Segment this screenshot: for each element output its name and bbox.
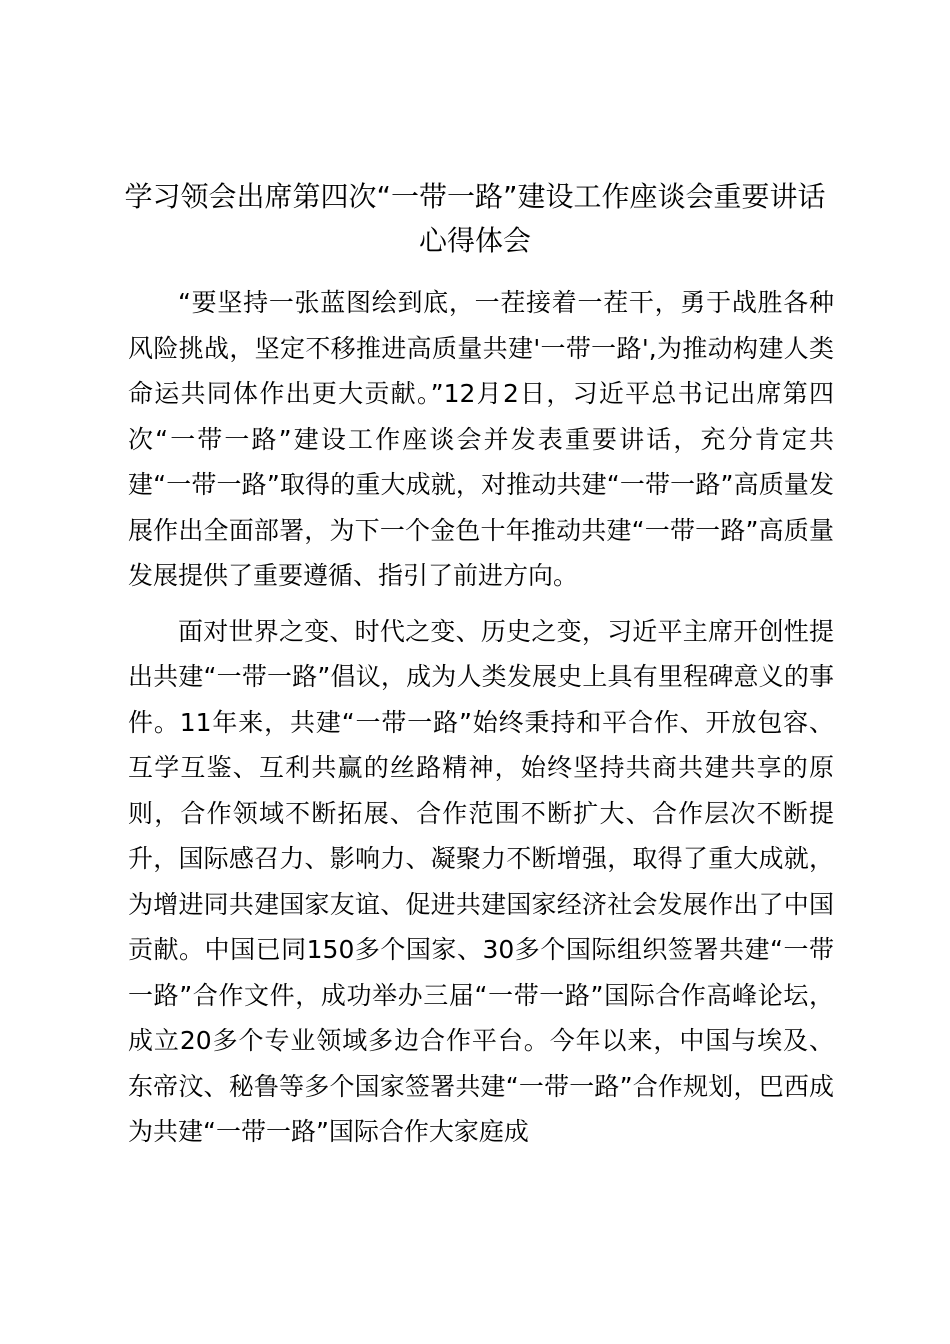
- paragraph-1: “要坚持一张蓝图绘到底，一茬接着一茬干，勇于战胜各种风险挑战，坚定不移推进高质量共建'一带一路',为推动构建人类命运共同体作出更大贡献。”12月2日，习近平总书记出席第四次“一带一路”建设工作座谈会并发表重要讲话，充分肯定共建“一带一路”取得的重大成就，对推动共建“一带一路”高质量发展作出全面部署，为下一个金色十年推动共建“一带一路”高质量发展提供了重要遵循、指引了前进方向。: [128, 288, 834, 590]
- document-title: 学习领会出席第四次“一带一路”建设工作座谈会重要讲话心得体会: [124, 180, 826, 257]
- document-body: [128, 280, 834, 1165]
- paragraph-2: 面对世界之变、时代之变、历史之变，习近平主席开创性提出共建“一带一路”倡议，成为人类发展史上具有里程碑意义的事件。11年来，共建“一带一路”始终秉持和平合作、开放包容、互学互鉴、互利共赢的丝路精神，始终坚持共商共建共享的原则，合作领域不断拓展、合作范围不断扩大、合作层次不断提升，国际感召力、影响力、凝聚力不断增强，取得了重大成就，为增进同共建国家友谊、促进共建国家经济社会发展作出了中国贡献。中国已同150多个国家、30多个国际组织签署共建“一带一路”合作文件，成功举办三届“一带一路”国际合作高峰论坛，成立20多个专业领域多边合作平台。今年以来，中国与埃及、东帝汶、秘鲁等多个国家签署共建“一带一路”合作规划，巴西成为共建“一带一路”国际合作大家庭成: [128, 616, 834, 1146]
